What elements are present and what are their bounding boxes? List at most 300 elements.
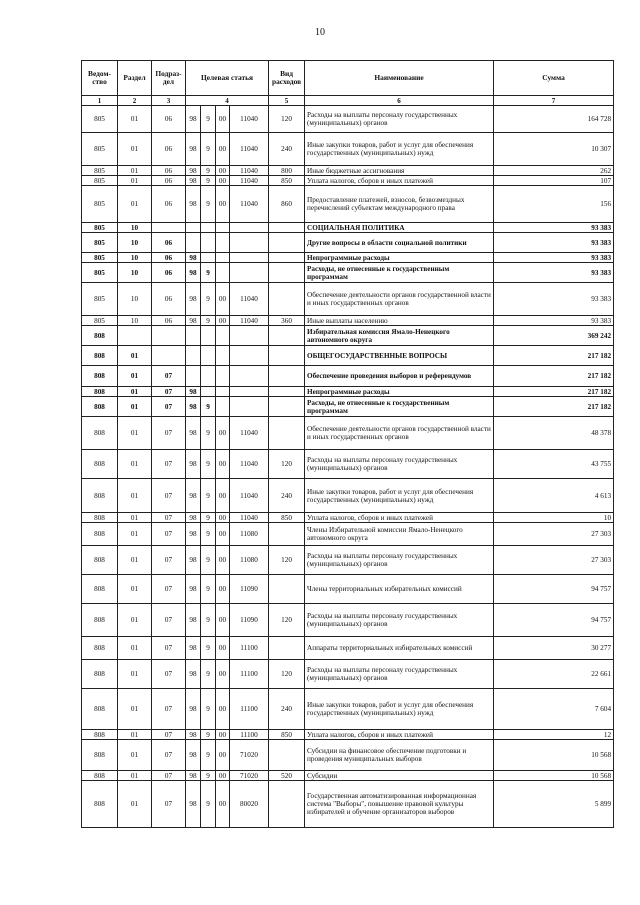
direction-code-cell (216, 366, 230, 387)
vedomstvo-cell: 808 (82, 366, 118, 387)
sum-cell: 27 303 (494, 546, 614, 575)
vedomstvo-cell: 808 (82, 740, 118, 771)
article-code-cell: 11040 (230, 166, 269, 176)
name-cell: Иные закупки товаров, работ и услуг для обеспечения государственных (муниципальных) нужд (305, 479, 494, 513)
subprogram-code-cell: 9 (201, 575, 216, 604)
name-cell: СОЦИАЛЬНАЯ ПОЛИТИКА (305, 223, 494, 233)
program-code-cell: 98 (186, 689, 201, 730)
vedomstvo-cell: 808 (82, 346, 118, 366)
program-code-cell (186, 366, 201, 387)
expense-type-cell: 120 (269, 604, 305, 637)
direction-code-cell (216, 263, 230, 283)
subprogram-code-cell: 9 (201, 513, 216, 523)
podrazdel-cell: 07 (152, 575, 186, 604)
expense-type-cell: 860 (269, 186, 305, 223)
podrazdel-cell: 07 (152, 450, 186, 479)
expense-type-cell (269, 781, 305, 828)
subprogram-code-cell: 9 (201, 730, 216, 740)
direction-code-cell (216, 253, 230, 263)
sum-cell: 93 383 (494, 233, 614, 253)
table-row (82, 233, 614, 253)
razdel-cell: 01 (118, 417, 152, 450)
expense-type-cell: 850 (269, 176, 305, 186)
vedomstvo-cell: 805 (82, 223, 118, 233)
expense-type-cell (269, 637, 305, 660)
direction-code-cell: 00 (216, 450, 230, 479)
expense-type-cell (269, 326, 305, 346)
subprogram-code-cell: 9 (201, 133, 216, 166)
podrazdel-cell: 06 (152, 166, 186, 176)
table-row (82, 223, 614, 233)
expense-type-cell: 240 (269, 479, 305, 513)
direction-code-cell: 00 (216, 781, 230, 828)
column-number: 7 (494, 96, 614, 106)
direction-code-cell: 00 (216, 689, 230, 730)
name-cell: Расходы на выплаты персоналу государственных (муниципальных) органов (305, 604, 494, 637)
expense-type-cell (269, 223, 305, 233)
razdel-cell: 01 (118, 387, 152, 397)
direction-code-cell: 00 (216, 604, 230, 637)
page-number: 10 (315, 27, 325, 38)
podrazdel-cell: 07 (152, 387, 186, 397)
program-code-cell: 98 (186, 283, 201, 316)
article-code-cell: 11040 (230, 479, 269, 513)
table-row (82, 689, 614, 730)
article-code-cell: 11080 (230, 546, 269, 575)
podrazdel-cell: 07 (152, 366, 186, 387)
vedomstvo-cell: 808 (82, 660, 118, 689)
vedomstvo-cell: 805 (82, 253, 118, 263)
vedomstvo-cell: 805 (82, 263, 118, 283)
table-row (82, 781, 614, 828)
sum-cell: 217 182 (494, 366, 614, 387)
sum-cell: 217 182 (494, 346, 614, 366)
podrazdel-cell: 06 (152, 263, 186, 283)
article-code-cell: 11100 (230, 730, 269, 740)
table-row (82, 417, 614, 450)
name-cell: Аппараты территориальных избирательных комиссий (305, 637, 494, 660)
expense-type-cell: 120 (269, 106, 305, 133)
razdel-cell: 01 (118, 781, 152, 828)
table-row (82, 387, 614, 397)
header-target-article: Целевая статья (186, 61, 269, 96)
razdel-cell: 10 (118, 223, 152, 233)
razdel-cell: 01 (118, 397, 152, 417)
sum-cell: 48 378 (494, 417, 614, 450)
subprogram-code-cell: 9 (201, 771, 216, 781)
article-code-cell: 11040 (230, 513, 269, 523)
name-cell: Расходы на выплаты персоналу государственных (муниципальных) органов (305, 450, 494, 479)
razdel-cell: 01 (118, 133, 152, 166)
expense-type-cell: 850 (269, 513, 305, 523)
vedomstvo-cell: 805 (82, 186, 118, 223)
name-cell: Расходы, не отнесенные к государственным программам (305, 263, 494, 283)
article-code-cell: 11040 (230, 186, 269, 223)
sum-cell: 93 383 (494, 253, 614, 263)
table-row (82, 546, 614, 575)
podrazdel-cell (152, 223, 186, 233)
expense-type-cell (269, 233, 305, 253)
program-code-cell: 98 (186, 740, 201, 771)
column-number: 6 (305, 96, 494, 106)
program-code-cell: 98 (186, 604, 201, 637)
program-code-cell: 98 (186, 253, 201, 263)
article-code-cell (230, 223, 269, 233)
name-cell: Субсидии (305, 771, 494, 781)
direction-code-cell: 00 (216, 637, 230, 660)
podrazdel-cell: 07 (152, 479, 186, 513)
sum-cell: 217 182 (494, 387, 614, 397)
podrazdel-cell: 07 (152, 513, 186, 523)
name-cell: ОБЩЕГОСУДАРСТВЕННЫЕ ВОПРОСЫ (305, 346, 494, 366)
podrazdel-cell: 06 (152, 133, 186, 166)
name-cell: Государственная автоматизированная информационная система "Выборы", повышение правовой культуры избирателей и обучение организаторов выборов (305, 781, 494, 828)
sum-cell: 12 (494, 730, 614, 740)
vedomstvo-cell: 805 (82, 316, 118, 326)
expense-type-cell: 800 (269, 166, 305, 176)
vedomstvo-cell: 808 (82, 546, 118, 575)
subprogram-code-cell: 9 (201, 450, 216, 479)
razdel-cell: 01 (118, 604, 152, 637)
sum-cell: 22 661 (494, 660, 614, 689)
name-cell: Уплата налогов, сборов и иных платежей (305, 176, 494, 186)
sum-cell: 5 899 (494, 781, 614, 828)
program-code-cell: 98 (186, 176, 201, 186)
article-code-cell (230, 263, 269, 283)
razdel-cell: 01 (118, 513, 152, 523)
vedomstvo-cell: 808 (82, 523, 118, 546)
program-code-cell: 98 (186, 781, 201, 828)
sum-cell: 369 242 (494, 326, 614, 346)
table-row (82, 166, 614, 176)
subprogram-code-cell: 9 (201, 106, 216, 133)
vedomstvo-cell: 808 (82, 326, 118, 346)
vedomstvo-cell: 808 (82, 689, 118, 730)
sum-cell: 10 568 (494, 740, 614, 771)
vedomstvo-cell: 808 (82, 387, 118, 397)
subprogram-code-cell (201, 326, 216, 346)
expense-type-cell (269, 523, 305, 546)
subprogram-code-cell: 9 (201, 604, 216, 637)
podrazdel-cell: 06 (152, 283, 186, 316)
name-cell: Иные бюджетные ассигнования (305, 166, 494, 176)
program-code-cell: 98 (186, 166, 201, 176)
name-cell: Обеспечение деятельности органов государственной власти и иных государственных органов (305, 283, 494, 316)
vedomstvo-cell: 808 (82, 513, 118, 523)
column-number: 3 (152, 96, 186, 106)
name-cell: Иные закупки товаров, работ и услуг для обеспечения государственных (муниципальных) нужд (305, 133, 494, 166)
direction-code-cell: 00 (216, 283, 230, 316)
table-row (82, 575, 614, 604)
subprogram-code-cell: 9 (201, 316, 216, 326)
sum-cell: 7 604 (494, 689, 614, 730)
vedomstvo-cell: 808 (82, 479, 118, 513)
name-cell: Расходы на выплаты персоналу государственных (муниципальных) органов (305, 546, 494, 575)
table-row (82, 637, 614, 660)
razdel-cell: 01 (118, 771, 152, 781)
article-code-cell (230, 387, 269, 397)
direction-code-cell: 00 (216, 106, 230, 133)
direction-code-cell: 00 (216, 771, 230, 781)
name-cell: Иные выплаты населению (305, 316, 494, 326)
direction-code-cell: 00 (216, 513, 230, 523)
program-code-cell: 98 (186, 575, 201, 604)
table-row (82, 316, 614, 326)
article-code-cell: 71020 (230, 740, 269, 771)
direction-code-cell (216, 326, 230, 346)
sum-cell: 156 (494, 186, 614, 223)
razdel-cell: 01 (118, 546, 152, 575)
article-code-cell: 11100 (230, 637, 269, 660)
expense-type-cell: 120 (269, 660, 305, 689)
subprogram-code-cell: 9 (201, 263, 216, 283)
direction-code-cell: 00 (216, 166, 230, 176)
program-code-cell (186, 326, 201, 346)
program-code-cell: 98 (186, 479, 201, 513)
expense-type-cell (269, 346, 305, 366)
sum-cell: 94 757 (494, 575, 614, 604)
razdel-cell: 01 (118, 450, 152, 479)
table-row (82, 366, 614, 387)
article-code-cell: 80020 (230, 781, 269, 828)
podrazdel-cell: 06 (152, 233, 186, 253)
article-code-cell: 11040 (230, 133, 269, 166)
program-code-cell (186, 223, 201, 233)
program-code-cell: 98 (186, 660, 201, 689)
sum-cell: 217 182 (494, 397, 614, 417)
razdel-cell: 01 (118, 366, 152, 387)
article-code-cell: 11040 (230, 106, 269, 133)
razdel-cell: 10 (118, 316, 152, 326)
name-cell: Предоставление платежей, взносов, безвозмездных перечислений субъектам международного права (305, 186, 494, 223)
expense-type-cell (269, 283, 305, 316)
article-code-cell (230, 346, 269, 366)
program-code-cell: 98 (186, 513, 201, 523)
table-row (82, 397, 614, 417)
sum-cell: 262 (494, 166, 614, 176)
subprogram-code-cell: 9 (201, 740, 216, 771)
table-row (82, 479, 614, 513)
podrazdel-cell: 07 (152, 523, 186, 546)
name-cell: Расходы на выплаты персоналу государственных (муниципальных) органов (305, 106, 494, 133)
vedomstvo-cell: 808 (82, 637, 118, 660)
name-cell: Уплата налогов, сборов и иных платежей (305, 730, 494, 740)
direction-code-cell: 00 (216, 730, 230, 740)
budget-table (81, 60, 614, 828)
program-code-cell: 98 (186, 637, 201, 660)
direction-code-cell: 00 (216, 740, 230, 771)
article-code-cell (230, 397, 269, 417)
name-cell: Обеспечение деятельности органов государственной власти и иных государственных органов (305, 417, 494, 450)
direction-code-cell: 00 (216, 176, 230, 186)
article-code-cell (230, 253, 269, 263)
table-row (82, 283, 614, 316)
direction-code-cell (216, 223, 230, 233)
podrazdel-cell: 07 (152, 637, 186, 660)
sum-cell: 30 277 (494, 637, 614, 660)
subprogram-code-cell (201, 233, 216, 253)
expense-type-cell: 850 (269, 730, 305, 740)
sum-cell: 10 568 (494, 771, 614, 781)
podrazdel-cell: 06 (152, 316, 186, 326)
name-cell: Члены территориальных избирательных комиссий (305, 575, 494, 604)
header-podrazdel: Подраз-дел (152, 61, 186, 96)
article-code-cell: 11040 (230, 316, 269, 326)
program-code-cell: 98 (186, 771, 201, 781)
subprogram-code-cell: 9 (201, 417, 216, 450)
table-row (82, 176, 614, 186)
razdel-cell: 01 (118, 637, 152, 660)
program-code-cell: 98 (186, 397, 201, 417)
razdel-cell: 01 (118, 176, 152, 186)
column-number: 1 (82, 96, 118, 106)
sum-cell: 94 757 (494, 604, 614, 637)
subprogram-code-cell (201, 387, 216, 397)
expense-type-cell (269, 387, 305, 397)
razdel-cell: 01 (118, 106, 152, 133)
podrazdel-cell: 07 (152, 781, 186, 828)
razdel-cell: 01 (118, 166, 152, 176)
expense-type-cell: 240 (269, 133, 305, 166)
direction-code-cell (216, 387, 230, 397)
subprogram-code-cell: 9 (201, 660, 216, 689)
subprogram-code-cell: 9 (201, 186, 216, 223)
expense-type-cell (269, 397, 305, 417)
direction-code-cell (216, 233, 230, 253)
column-number: 5 (269, 96, 305, 106)
sum-cell: 10 (494, 513, 614, 523)
table-row (82, 740, 614, 771)
article-code-cell: 11040 (230, 176, 269, 186)
podrazdel-cell: 07 (152, 660, 186, 689)
direction-code-cell: 00 (216, 186, 230, 223)
name-cell: Другие вопросы в области социальной политики (305, 233, 494, 253)
expense-type-cell (269, 575, 305, 604)
header-sum: Сумма (494, 61, 614, 96)
razdel-cell: 01 (118, 740, 152, 771)
table-row (82, 346, 614, 366)
podrazdel-cell: 07 (152, 689, 186, 730)
header-row (82, 61, 614, 96)
podrazdel-cell: 07 (152, 771, 186, 781)
razdel-cell: 01 (118, 689, 152, 730)
column-number: 4 (186, 96, 269, 106)
podrazdel-cell: 06 (152, 176, 186, 186)
table-row (82, 523, 614, 546)
article-code-cell (230, 326, 269, 346)
podrazdel-cell: 07 (152, 604, 186, 637)
vedomstvo-cell: 808 (82, 450, 118, 479)
header-vedomstvo: Ведом-ство (82, 61, 118, 96)
razdel-cell: 01 (118, 575, 152, 604)
subprogram-code-cell: 9 (201, 479, 216, 513)
podrazdel-cell: 06 (152, 186, 186, 223)
razdel-cell: 01 (118, 479, 152, 513)
program-code-cell (186, 233, 201, 253)
expense-type-cell: 120 (269, 546, 305, 575)
program-code-cell: 98 (186, 523, 201, 546)
podrazdel-cell: 07 (152, 417, 186, 450)
vedomstvo-cell: 808 (82, 730, 118, 740)
sum-cell: 93 383 (494, 283, 614, 316)
sum-cell: 27 303 (494, 523, 614, 546)
direction-code-cell: 00 (216, 316, 230, 326)
article-code-cell: 11090 (230, 575, 269, 604)
table-row (82, 660, 614, 689)
program-code-cell: 98 (186, 133, 201, 166)
expense-type-cell: 120 (269, 450, 305, 479)
table-row (82, 186, 614, 223)
subprogram-code-cell: 9 (201, 546, 216, 575)
expense-type-cell (269, 253, 305, 263)
subprogram-code-cell: 9 (201, 397, 216, 417)
vedomstvo-cell: 808 (82, 575, 118, 604)
vedomstvo-cell: 808 (82, 417, 118, 450)
subprogram-code-cell: 9 (201, 637, 216, 660)
subprogram-code-cell: 9 (201, 523, 216, 546)
name-cell: Обеспечение проведения выборов и референдумов (305, 366, 494, 387)
subprogram-code-cell (201, 346, 216, 366)
program-code-cell: 98 (186, 417, 201, 450)
column-number: 2 (118, 96, 152, 106)
name-cell: Расходы, не отнесенные к государственным программам (305, 397, 494, 417)
direction-code-cell: 00 (216, 133, 230, 166)
program-code-cell: 98 (186, 546, 201, 575)
table-row (82, 450, 614, 479)
header-razdel: Раздел (118, 61, 152, 96)
vedomstvo-cell: 805 (82, 176, 118, 186)
header-name: Наименование (305, 61, 494, 96)
name-cell: Уплата налогов, сборов и иных платежей (305, 513, 494, 523)
program-code-cell: 98 (186, 263, 201, 283)
direction-code-cell (216, 397, 230, 417)
razdel-cell: 10 (118, 233, 152, 253)
program-code-cell: 98 (186, 106, 201, 133)
vedomstvo-cell: 808 (82, 771, 118, 781)
article-code-cell: 11100 (230, 660, 269, 689)
vedomstvo-cell: 808 (82, 781, 118, 828)
vedomstvo-cell: 805 (82, 106, 118, 133)
razdel-cell: 01 (118, 660, 152, 689)
article-code-cell (230, 366, 269, 387)
article-code-cell: 71020 (230, 771, 269, 781)
name-cell: Непрограммные расходы (305, 253, 494, 263)
name-cell: Избирательная комиссия Ямало-Ненецкого автономного округа (305, 326, 494, 346)
name-cell: Субсидии на финансовое обеспечение подготовки и проведения муниципальных выборов (305, 740, 494, 771)
program-code-cell: 98 (186, 730, 201, 740)
subprogram-code-cell (201, 223, 216, 233)
direction-code-cell: 00 (216, 417, 230, 450)
podrazdel-cell: 06 (152, 106, 186, 133)
expense-type-cell (269, 263, 305, 283)
program-code-cell: 98 (186, 387, 201, 397)
razdel-cell: 01 (118, 730, 152, 740)
sum-cell: 164 728 (494, 106, 614, 133)
sum-cell: 43 755 (494, 450, 614, 479)
article-code-cell: 11040 (230, 450, 269, 479)
article-code-cell: 11040 (230, 417, 269, 450)
razdel-cell: 01 (118, 523, 152, 546)
table-row (82, 771, 614, 781)
name-cell: Непрограммные расходы (305, 387, 494, 397)
vedomstvo-cell: 808 (82, 604, 118, 637)
direction-code-cell: 00 (216, 479, 230, 513)
table-row (82, 263, 614, 283)
expense-type-cell: 360 (269, 316, 305, 326)
expense-type-cell (269, 366, 305, 387)
article-code-cell (230, 233, 269, 253)
expense-type-cell: 240 (269, 689, 305, 730)
